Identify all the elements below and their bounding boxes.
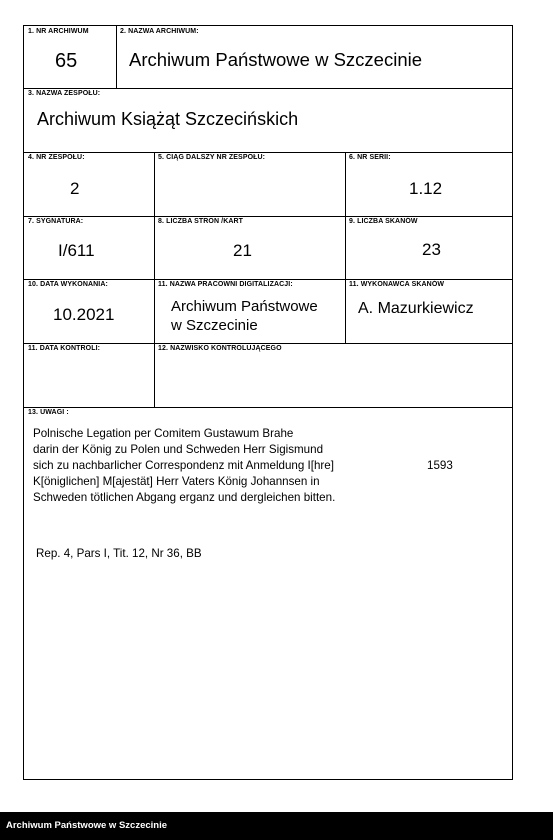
footer-text: Archiwum Państwowe w Szczecinie [6,820,168,831]
liczba-stron-cell [154,216,345,279]
nazwa-zespolu-cell [24,88,512,152]
nr-zespolu-value: 2 [70,179,80,198]
uwagi-line: Schweden tötlichen Abgang erganz und dergleichen bitten. [33,491,336,504]
liczba-skanow-label: 9. LICZBA SKANÓW [349,218,418,225]
pracownia-line1: Archiwum Państwowe [171,298,318,315]
uwagi-line: Polnische Legation per Comitem Gustawum Brahe [33,427,294,440]
metadata-card [23,25,513,780]
nazwa-archiwum-value: Archiwum Państwowe w Szczecinie [129,49,423,70]
nazwa-archiwum-label: 2. NAZWA ARCHIWUM: [120,28,199,35]
uwagi-line: darin der König zu Polen und Schweden Herr Sigismund [33,443,324,456]
data-kontroli-cell [24,343,154,407]
nr-archiwum-cell [24,26,116,88]
wykonawca-value: A. Mazurkiewicz [358,300,474,317]
uwagi-label: 13. UWAGI : [28,409,69,416]
data-wykonania-value: 10.2021 [53,305,115,324]
liczba-stron-value: 21 [233,241,252,260]
pracownia-line2: w Szczecinie [171,317,258,334]
nr-zespolu-cell [24,152,154,216]
data-kontroli-label: 11. DATA KONTROLI: [28,345,101,352]
wykonawca-label: 11. WYKONAWCA SKANÓW [349,281,445,288]
data-wykonania-cell [24,279,154,343]
uwagi-text [33,426,335,506]
liczba-stron-label: 8. LICZBA STRON /KART [158,218,244,225]
nr-archiwum-value: 65 [55,50,78,72]
kontrolujacy-cell [154,343,512,407]
kontrolujacy-label: 12. NAZWISKO KONTROLUJĄCEGO [158,345,282,352]
sygnatura-value: I/611 [58,241,95,260]
nazwa-zespolu-label: 3. NAZWA ZESPOŁU: [28,90,101,97]
pracownia-label: 11. NAZWA PRACOWNI DIGITALIZACJI: [158,281,293,288]
sygnatura-cell [24,216,154,279]
liczba-skanow-cell [345,216,512,279]
ciag-dalszy-cell [154,152,345,216]
uwagi-line: sich zu nachbarlicher Correspondenz mit Anmeldung I[hre] [33,459,334,472]
nazwa-archiwum-cell [116,26,512,88]
liczba-skanow-value: 23 [422,240,441,259]
sygnatura-label: 7. SYGNATURA: [28,218,84,225]
uwagi-reference: Rep. 4, Pars I, Tit. 12, Nr 36, BB [36,547,202,560]
nazwa-zespolu-value: Archiwum Książąt Szczecińskich [37,109,299,129]
pracownia-cell [154,279,345,343]
nr-serii-label: 6. NR SERII: [349,154,391,161]
data-wykonania-label: 10. DATA WYKONANIA: [28,281,108,288]
footer-bar [0,812,553,840]
nr-archiwum-label: 1. NR ARCHIWUM [28,28,89,35]
wykonawca-cell [345,279,512,343]
uwagi-year: 1593 [427,459,453,472]
ciag-dalszy-label: 5. CIĄG DALSZY NR ZESPOŁU: [158,154,266,161]
nr-serii-cell [345,152,512,216]
nr-zespolu-label: 4. NR ZESPOŁU: [28,154,85,161]
uwagi-line: K[öniglichen] M[ajestät] Herr Vaters König Johannsen in [33,475,320,488]
nr-serii-value: 1.12 [409,179,443,198]
